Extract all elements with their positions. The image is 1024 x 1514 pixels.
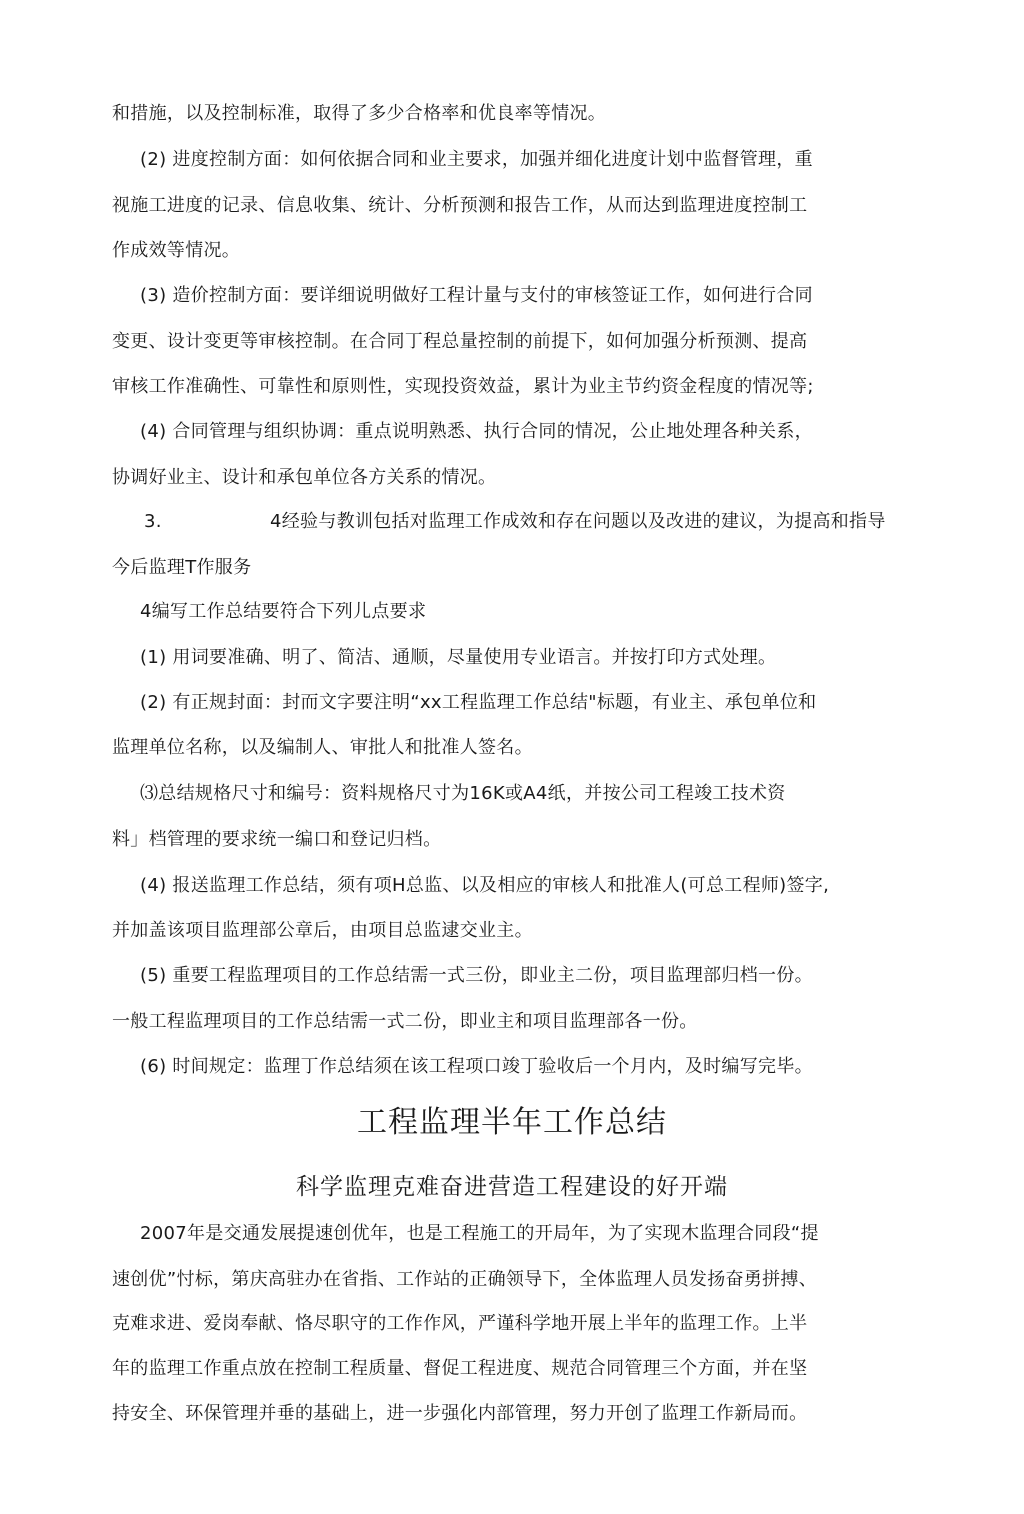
text-line: 监理单位名称，以及编制人、审批人和批准人签名。: [112, 737, 533, 758]
list-number: 3.: [144, 511, 162, 532]
body-line: 2007年是交通发展提速创优年，也是工程施工的开局年，为了实现木监理合同段“提: [140, 1223, 819, 1244]
text-line: (4) 报送监理工作总结，须有项H总监、以及相应的审核人和批准人(可总工程师)签字,: [140, 875, 830, 896]
text-line: (4) 合同管理与组织协调：重点说明熟悉、执行合同的情况，公止地处理各种关系，: [140, 421, 813, 442]
text-line: 4编写工作总结要符合下列儿点要求: [140, 601, 427, 622]
body-line: 克难求进、爱岗奉献、恪尽职守的工作作风，严谨科学地开展上半年的监理工作。上半: [112, 1313, 808, 1334]
text-line: 并加盖该项目监理部公章后，由项目总监逮交业主。: [112, 920, 533, 941]
text-line: 作成效等情况。: [112, 240, 241, 261]
text-line: 审核工作准确性、可靠性和原则性，实现投资效益，累计为业主节约资金程度的情况等;: [112, 376, 814, 397]
text-line: (2) 有正规封面：封而文字要注明“xx工程监理工作总结"标题，有业主、承包单位和: [140, 692, 817, 713]
text-line: (6) 时间规定：监理丁作总结须在该工程项口竣丁验收后一个月内，及时编写完毕。: [140, 1056, 813, 1077]
document-title: 工程监理半年工作总结: [357, 1105, 667, 1140]
body-line: 年的监理工作重点放在控制工程质量、督促工程进度、规范合同管理三个方面，并在坚: [112, 1358, 808, 1379]
text-line: 一般工程监理项目的工作总结需一式二份，即业主和项目监理部各一份。: [112, 1011, 698, 1032]
document-subtitle: 科学监理克难奋进营造工程建设的好开端: [296, 1174, 728, 1200]
text-line: 料」档管理的要求统一编口和登记归档。: [112, 829, 442, 850]
text-line: 视施工进度的记录、信息收集、统计、分析预测和报告工作，从而达到监理进度控制工: [112, 195, 808, 216]
text-line: 今后监理T作服务: [112, 557, 252, 578]
body-line: 持安全、环保管理并垂的基础上，进一步强化内部管理，努力开创了监理工作新局而。: [112, 1403, 808, 1424]
text-line: 协调好业主、设计和承包单位各方关系的情况。: [112, 467, 497, 488]
text-line: 和措施，以及控制标准，取得了多少合格率和优良率等情况。: [112, 103, 607, 124]
text-line: 4经验与教训包括对监理工作成效和存在问题以及改进的建议，为提高和指导: [270, 511, 886, 532]
text-line: (3) 造价控制方面：要详细说明做好工程计量与支付的审核签证工作，如何进行合同: [140, 285, 813, 306]
text-line: (2) 进度控制方面：如何依据合同和业主要求，加强并细化进度计划中监督管理，重: [140, 149, 813, 170]
text-line: (5) 重要工程监理项目的工作总结需一式三份，即业主二份，项目监理部归档一份。: [140, 965, 813, 986]
text-line: ⑶总结规格尺寸和编号：资料规格尺寸为16K或A4纸，并按公司工程竣工技术资: [140, 783, 786, 804]
text-line: (1) 用词要准确、明了、简洁、通顺，尽量使用专业语言。并按打印方式处理。: [140, 647, 777, 668]
body-line: 速创优”忖标，第庆高驻办在省指、工作站的正确领导下，全体监理人员发扬奋勇拼搏、: [112, 1269, 818, 1290]
text-line: 变更、设计变更等审核控制。在合同丁程总量控制的前提下，如何加强分析预测、提高: [112, 331, 808, 352]
